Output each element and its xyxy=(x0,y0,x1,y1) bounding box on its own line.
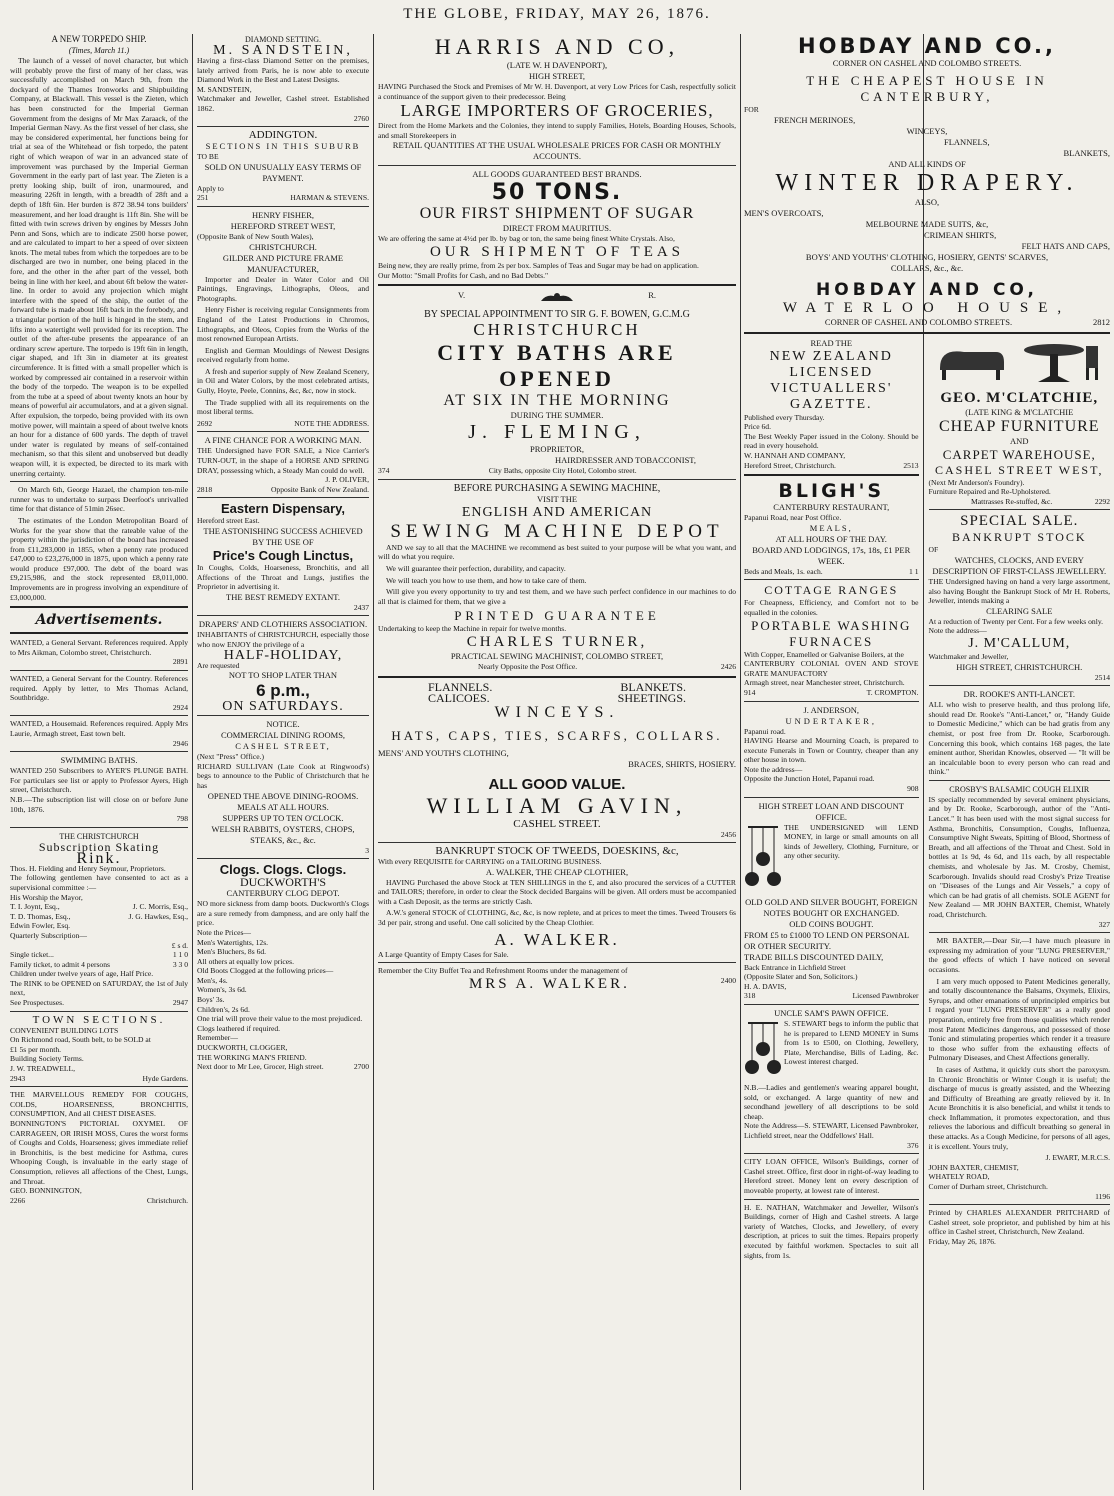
ad-line: Price 6d. xyxy=(744,422,771,432)
ad-title: PORTABLE WASHING FURNACES xyxy=(751,617,912,649)
ad-title: HENRY FISHER, xyxy=(251,209,315,220)
column-3 xyxy=(378,34,736,1490)
ad-body: INHABITANTS of CHRISTCHURCH, especially those who now ENJOY the privilege of a xyxy=(197,630,369,649)
ad-pretitle: THE CHRISTCHURCH xyxy=(59,831,139,841)
ad-body: THE Undersigned have FOR SALE, a Nice Carrier's TURN-OUT, in the shape of a HORSE AND SPRING DRAY, possessing which, a Steady Man could do well. xyxy=(197,446,369,475)
ad-body: THE Undersigned having on hand a very large assortment, also having Bought the Bankrupt Stock of Mr H. Roberts, Jeweller, intends making a xyxy=(928,576,1110,606)
ad-line: Papanui Road, near Post Office. xyxy=(744,513,842,523)
ad-title: SEWING MACHINE DEPOT xyxy=(390,520,724,542)
ad-line: BY SPECIAL APPOINTMENT TO SIR G. F. BOWEN, G.C.M.G xyxy=(424,309,690,321)
ad-line: DURING THE SUMMER. xyxy=(510,410,604,421)
ad-title: TOWN SECTIONS. xyxy=(32,1013,166,1026)
ad-line: Note the address— xyxy=(928,626,987,636)
column-4a xyxy=(744,338,923,1261)
ad-line: Beds and Meals, 1s. each. 1 1 xyxy=(744,566,919,576)
ad-line: Armagh street, near Manchester street, Christchurch. xyxy=(744,678,905,688)
ad-line: CANTERBURY CLOG DEPOT. xyxy=(226,888,340,899)
ad-title: HIGH STREET LOAN AND DISCOUNT OFFICE. xyxy=(758,800,904,822)
ad-line: TO BE xyxy=(197,152,219,162)
ad-line: £ s d. xyxy=(171,940,188,950)
ad-line: Remember the City Buffet Tea and Refreshment Rooms under the management of xyxy=(378,966,628,976)
ad-line: Watchmaker and Jeweller, xyxy=(928,651,1009,661)
split-columns xyxy=(744,338,1110,1261)
ad-line: Undertaking to keep the Machine in repair for twelve months. xyxy=(378,624,567,634)
ad-line: With every REQUISITE for CARRYING on a TAILORING BUSINESS. xyxy=(378,857,602,867)
ad-pretitle: DIAMOND SETTING. xyxy=(245,35,321,44)
ad-line: BLANKETS, xyxy=(1063,147,1110,158)
ad-line: AND ALL KINDS OF xyxy=(888,158,966,169)
ad-title: GEO. M'CLATCHIE, xyxy=(940,389,1099,406)
ad-line: VISIT THE xyxy=(536,493,578,504)
ad-title: CROSBY'S BALSAMIC COUGH ELIXIR xyxy=(949,784,1090,794)
ad-line: J. EWART, M.R.C.S. xyxy=(1045,1153,1110,1163)
ad-line: OLD COINS BOUGHT. xyxy=(789,918,874,929)
ad-body: AND we say to all that the MACHINE we recommend as best suited to your purpose will be what you want, and will do what you require. We will guarantee their perfection, durability, and capacity. We will teach you how to use them, and how to take care of them. Will give you every opportunity to try and test them, and we have such perfect confidence in our machines to do all that is claimed for them, that we give a xyxy=(378,542,736,606)
ad-line: OF xyxy=(928,545,939,555)
ad-line: BRACES, SHIRTS, HOSIERY. xyxy=(628,758,736,769)
ad-title: ENGLISH AND AMERICAN xyxy=(461,504,653,520)
ad-title: CHEAP FURNITURE xyxy=(938,417,1100,435)
ad-line: On Richmond road, South belt, to be SOLD at xyxy=(10,1035,151,1045)
ad-line: Nearly Opposite the Post Office. 2426 xyxy=(478,661,736,671)
ad-line: 2943 Hyde Gardens. xyxy=(10,1073,188,1083)
ad-line: H. A. DAVIS, xyxy=(744,981,787,991)
ad-line: CALICOES. SHEETINGS. xyxy=(428,690,686,705)
ad-body: Note the Address—S. STEWART, Licensed Pawnbroker, Lichfield street, near the Oddfellows' Hall. xyxy=(744,1121,919,1140)
ad-line: AT ALL HOURS OF THE DAY. xyxy=(775,533,887,544)
wanted-ad: WANTED, a Housemaid. References required. Apply Mrs Laurie, Armagh street, East town belt. 2946 xyxy=(10,719,188,748)
ad-body: H. E. NATHAN, Watchmaker and Jeweller, Wilson's Buildings, corner of High and Cashel streets. A large variety of Watches, Clocks, and Jewellery, of every description, at prices to suit the times. Repairs properly executed by faithful workmen. Spectacles to suit all sights, from 1s. xyxy=(744,1202,919,1260)
ad-line: FOR xyxy=(744,105,759,114)
ad-line: AND xyxy=(1010,435,1029,446)
ad-line: JOHN BAXTER, CHEMIST, xyxy=(928,1162,1019,1172)
ad-line: FLANNELS, xyxy=(944,136,990,147)
ad-line: FRENCH MERINOES, xyxy=(774,114,856,125)
loan-body xyxy=(744,823,919,897)
ad-title: WINTER DRAPERY. xyxy=(775,169,1079,196)
ad-line: CLEARING SALE xyxy=(986,605,1053,616)
ad-title: BANKRUPT STOCK OF TWEEDS, DOESKINS, &c, xyxy=(435,845,679,858)
ad-title: UNCLE SAM'S PAWN OFFICE. xyxy=(774,1008,889,1019)
ad-line: HEREFORD STREET WEST, xyxy=(230,220,336,231)
ad-title: HATS, CAPS, TIES, SCARFS, COLLARS. xyxy=(391,727,723,743)
article-paragraph: The estimates of the London Metropolitan Board of Works for the year show that the rateable value of the property within the jurisdiction of the board has increased from £11,283,000 in 1855, when a penny rate produced £47,000 to £23,276,000 in 1875, upon which a penny rate would produce £97,000. The debt of the board was £9,215,986, and the stock represented £8,011,000. Improvements are in progress involving an expenditure of £3,000,000. xyxy=(10,515,188,602)
ad-line: MEN'S OVERCOATS, xyxy=(744,207,824,218)
ad-body: HAVING Hearse and Mourning Coach, is prepared to execute Funerals in Town or Country, cheaper than any other house in town. xyxy=(744,736,919,765)
ad-body: N.B.—Ladies and gentlemen's wearing apparel bought, sold, or exchanged. A large quantity of new and secondhand jewellery of all descriptions to be sold cheap. xyxy=(744,1083,919,1121)
masthead: THE GLOBE, FRIDAY, MAY 26, 1876. xyxy=(403,6,711,22)
ad-line: Papanui road. xyxy=(744,726,786,736)
ad-title: M. SANDSTEIN, xyxy=(213,43,353,58)
furniture-illustration xyxy=(929,338,1110,390)
ad-line: Our Motto: "Small Profits for Cash, and no Bad Debts." xyxy=(378,270,549,280)
ad-line: HIGH STREET, CHRISTCHURCH. xyxy=(956,661,1083,672)
ad-line: £1 5s per month. xyxy=(10,1044,62,1054)
ad-line: Hereford Street, Christchurch. 2513 xyxy=(744,460,919,470)
royal-arms-row xyxy=(378,290,736,309)
ad-title: J. FLEMING, xyxy=(468,421,646,444)
ad-line: WATCHES, CLOCKS, AND EVERY DESCRIPTION OF FIRST-CLASS JEWELLERY. xyxy=(932,554,1107,576)
column-rule xyxy=(740,34,741,1490)
ad-line: 318 Licensed Pawnbroker xyxy=(744,991,919,1001)
ad-body: THE UNDERSIGNED will LEND MONEY, in large or small amounts on all kinds of Jewellery, Clothing, Furniture, or any other security. xyxy=(784,822,919,861)
ad-line: (Opposite Slater and Son, Solicitors.) xyxy=(744,972,858,982)
ad-line: (Next "Press" Office.) xyxy=(197,752,265,762)
ad-body: For Cheapness, Efficiency, and Comfort not to be equalled in the colonies. xyxy=(744,598,919,617)
ad-body: We are offering the same at 4½d per lb. by bag or ton, the same being finest White Crystals. Also, xyxy=(378,234,675,244)
column-2 xyxy=(197,34,369,1490)
ad-title: HOBDAY AND CO., xyxy=(798,34,1056,58)
royal-crest-icon xyxy=(537,290,577,309)
ad-line: The following gentlemen have consented to act as a supervisional committee :— xyxy=(10,873,188,892)
ad-title: BLIGH'S xyxy=(778,480,885,503)
ad-line: W. HANNAH AND COMPANY, xyxy=(744,450,846,460)
article-body xyxy=(10,56,188,602)
ad-line: Published every Thursday. xyxy=(744,412,825,422)
ad-line: Apply to xyxy=(197,183,224,193)
ad-title: HALF-HOLIDAY, xyxy=(223,647,343,663)
ad-line: 2266 Christchurch. xyxy=(10,1195,188,1205)
ad-line: PRACTICAL SEWING MACHINIST, COLOMBO STREET, xyxy=(450,650,664,661)
ad-title: COTTAGE RANGES xyxy=(764,583,899,598)
ad-body: The Best Weekly Paper issued in the Colony. Should be read in every household. xyxy=(744,431,919,451)
ad-line: Edwin Fowler, Esq. xyxy=(10,921,71,931)
article-paragraph: On March 6th, George Hazael, the champion ten-mile runner was to undertake to surpass Deerfoot's unrivalled time for that distance of 51min 26sec. xyxy=(10,485,188,514)
ad-line: THE BEST REMEDY EXTANT. xyxy=(226,591,340,602)
ad-title: J. M'CALLUM, xyxy=(968,635,1071,651)
ad-title: DR. ROOKE'S ANTI-LANCET. xyxy=(963,689,1075,700)
ad-line: 2437 xyxy=(353,602,369,612)
ad-line: CASHEL STREET. xyxy=(513,817,601,830)
vr-letter: V. xyxy=(458,290,466,301)
ad-line: 2456 xyxy=(720,829,736,839)
ad-line: CANTERBURY COLONIAL OVEN AND STOVE GRATE MANUFACTORY xyxy=(744,659,919,678)
ad-line: MEALS, xyxy=(809,522,853,533)
ad-title: LARGE IMPORTERS OF GROCERIES, xyxy=(400,101,714,121)
ad-line: HAIRDRESSER AND TOBACCONIST, xyxy=(555,455,696,466)
ad-line: M. SANDSTEIN, xyxy=(197,84,252,94)
ad-title: AT SIX IN THE MORNING xyxy=(443,392,671,410)
ad-line: SOLD ON UNUSUALLY EASY TERMS OF PAYMENT. xyxy=(204,161,362,183)
ad-title: SPECIAL SALE. xyxy=(960,513,1079,530)
ad-line: J. P. OLIVER, xyxy=(325,475,369,485)
ad-line: TRADE BILLS DISCOUNTED DAILY, xyxy=(744,951,884,962)
ad-line: WHATELY ROAD, xyxy=(928,1172,990,1182)
ad-title: BANKRUPT STOCK xyxy=(951,530,1087,545)
ad-line: MRS A. WALKER. 2400 xyxy=(468,975,736,992)
ad-line: GEO. BONNINGTON, xyxy=(10,1186,82,1196)
ad-line: BOYS' AND YOUTHS' CLOTHING, HOSIERY, GENTS' SCARVES, xyxy=(805,251,1049,262)
pawnbroker-balls-icon xyxy=(744,823,784,897)
ad-title: OUR FIRST SHIPMENT OF SUGAR xyxy=(419,205,695,223)
ad-line: BOARD AND LODGINGS, 17s, 18s, £1 PER WEEK. xyxy=(752,544,911,566)
ad-title: VICTUALLERS' GAZETTE. xyxy=(770,380,893,412)
furniture-icon xyxy=(934,338,1104,390)
ad-title: Eastern Dispensary, xyxy=(220,501,346,517)
article-title: A NEW TORPEDO SHIP. xyxy=(51,34,147,44)
ad-body: Being new, they are really prime, from 2s per box. Samples of Teas and Sugar may be had on application. xyxy=(378,260,699,270)
ad-line: (LATE W. H DAVENPORT), xyxy=(506,60,608,70)
ad-line: 908 xyxy=(907,784,919,794)
ad-line: NOT TO SHOP LATER THAN xyxy=(228,670,338,681)
ad-line: 2514 xyxy=(1094,672,1110,682)
ad-title: NOTICE. xyxy=(266,719,300,730)
ad-line: CONVENIENT BUILDING LOTS xyxy=(10,1025,119,1035)
ad-title: Rink. xyxy=(76,849,122,867)
ad-title: J. ANDERSON, xyxy=(803,704,859,715)
ad-line: MEALS AT ALL HOURS. xyxy=(237,801,329,812)
ad-line: CANTERBURY RESTAURANT, xyxy=(773,502,890,513)
ad-line: (Next Mr Anderson's Foundry). xyxy=(928,477,1025,487)
ad-line: T. I. Joynt, Esq., J. C. Morris, Esq., xyxy=(10,902,188,912)
ad-line: CORNER ON CASHEL AND COLOMBO STREETS. xyxy=(832,58,1022,68)
ad-line: 2760 xyxy=(353,113,369,123)
ad-line: 914 T. CROMPTON. xyxy=(744,687,919,697)
ad-line: Single ticket... 1 1 0 xyxy=(10,950,188,960)
vr-letter: R. xyxy=(648,290,656,301)
ad-line: Building Society Terms. xyxy=(10,1054,84,1064)
ad-line: A Large Quantity of Empty Cases for Sale. xyxy=(378,949,509,959)
ad-line: FLANNELS. BLANKETS. xyxy=(428,679,686,694)
ad-line: Are requested xyxy=(197,660,240,670)
ad-line: DIRECT FROM MAURITIUS. xyxy=(502,223,612,234)
ad-line: RETAIL QUANTITIES AT THE USUAL WHOLESALE PRICES FOR CASH OR MONTHLY ACCOUNTS. xyxy=(392,140,722,162)
ad-title: WATERLOO HOUSE, xyxy=(782,299,1072,316)
ad-line: WINCEYS, xyxy=(906,125,948,136)
ad-body: HAVING Purchased the Stock and Premises of Mr W. H. Davenport, at very Low Prices for Cash, respectfully solicit a continuance of the support given to their predecessor. Being xyxy=(378,82,736,101)
ad-body: Note the Prices— Men's Watertights, 12s. Men's Bluchers, 8s 6d. All others at equally low prices. Old Boots Clogged at the following prices— Men's, 4s. Women's, 3s 6d. Boys' 3s. Children's, 2s 6d. One trial will prove their value to the most prejudiced. Clogs leathered if required. Remember— DUCKWORTH, CLOGGER, THE WORKING MAN'S FRIEND. xyxy=(197,927,363,1062)
ad-title: WINCEYS. xyxy=(494,703,620,721)
ad-body: WANTED 250 Subscribers to AYER'S PLUNGE BATH. For particulars see list or apply to Professor Ayers, High street, Christchurch. N.B.—The subscription list will close on or before June 10th, 1876. 798 xyxy=(10,766,188,824)
ad-line: PROPRIETOR, xyxy=(530,444,584,455)
ad-line: CORNER OF CASHEL AND COLOMBO STREETS. 2812 xyxy=(824,316,1110,327)
ad-title: CASHEL STREET WEST, xyxy=(934,462,1104,477)
ad-line: CASHEL STREET, xyxy=(235,741,331,752)
imprint: Printed by CHARLES ALEXANDER PRITCHARD of Cashel street, sole proprietor, and published by him at his office in Cashel street, Christchurch, New Zealand. xyxy=(928,1208,1110,1237)
ad-body: NO more sickness from damp boots. Duckworth's Clogs are a sure remedy from dampness, and are only half the price. xyxy=(197,899,369,928)
ad-title: CITY BATHS ARE OPENED xyxy=(437,340,677,392)
ad-line: Opposite the Junction Hotel, Papanui road. xyxy=(744,774,875,784)
advertisements-heading: Advertisements. xyxy=(35,612,163,629)
pawnbroker-balls-icon xyxy=(744,1019,784,1083)
ad-line: UNDERTAKER, xyxy=(785,715,878,726)
ad-body: S. STEWART begs to inform the public that he is prepared to LEND MONEY in Sums from 1s to £500, on Clothing, Jewellery, Plate, Merchandise, Bills of Lading, &c. Lowest interest charged. xyxy=(784,1019,919,1067)
column-1 xyxy=(10,34,188,1490)
ad-line: OLD GOLD AND SILVER BOUGHT, FOREIGN NOTES BOUGHT OR EXCHANGED. xyxy=(745,896,918,918)
ad-line: OPENED THE ABOVE DINING-ROOMS. xyxy=(207,790,359,801)
ad-body: CITY LOAN OFFICE, Wilson's Buildings, corner of Cashel street. Office, first door in right-of-way leading to Hereford street. Money lent on every description of moveable property, at lowest rate of interest. xyxy=(744,1157,919,1195)
ad-title: Clogs. Clogs. Clogs. xyxy=(219,862,347,878)
ad-body: MR BAXTER,—Dear Sir,—I have much pleasure in expressing my admiration of your "LUNG PRESERVER," the good effects of which I have noticed on several occasions. I am very much opposed to Patent Medicines generally, and totally discountenance the Balsams, Oxymels, Elixirs, Syrups, and other emanations of unprincipled empirics but I regard your "LUNG PRESERVER" as a really good preparation, entirely free from those qualities which render most Patent Medicines dangerous, and possessed of those Tonic and stimulating properties which render it a treasure to those who suffer from the exhausting effects of Pulmonary Diseases, and Chest Affections generally. In cases of Asthma, it quickly cuts short the paroxysm. In Chronic Bronchitis or Winter Cough it is useful; the discharge of mucus is greatly assisted, and the Wheezing and Difficulty of Breathing are greatly relieved by it. In Acute Bronchitis it is also beneficial, and whilst it tends to check Inflammation, it promotes expectoration, and thus relieves the laborious and difficult breathing so general in these attacks. As a Cough Medicine, for persons of all ages, it is excellent. Yours truly, xyxy=(928,936,1110,1151)
ad-line: GILDER AND PICTURE FRAME MANUFACTURER, xyxy=(222,252,344,274)
ad-line: At a reduction of Twenty per Cent. For a few weeks only. xyxy=(928,616,1104,626)
ad-line: The RINK to be OPENED on SATURDAY, the 1st of July next, xyxy=(10,978,188,998)
ad-title: ADDINGTON. xyxy=(248,129,318,142)
ad-body: BONNINGTON'S PICTORIAL OXYMEL OF CARRAGEEN, OR IRISH MOSS, Cures the worst forms of Coughs and Colds, Hoarseness; gives immediate relief in Bronchitis, is the best medicine for Asthma, cures Whooping Cough, is invaluable in the early stage of Consumption, relieves all affections of the Chest, Lungs, and Throat. xyxy=(10,1119,188,1186)
ad-line: BEFORE PURCHASING A SEWING MACHINE, xyxy=(453,482,661,494)
ad-body: Importer and Dealer in Water Color and Oil Paintings, Engravings, Lithographs, Oleos, and Photographs. Henry Fisher is receiving regular Consignments from England of the Latest Productions in Chromos, Lithographs, and Oleos, Copies from the Works of the most renowned European Artists. English and German Mouldings of Newest Designs received regularly from home. A fresh and superior supply of New Zealand Scenery, in Oil and Water Colors, by the most celebrated artists, Gully, Hoyte, Peele, Connins, &c, &c, now in stock. The Trade supplied with all its requirements on the most liberal terms. xyxy=(197,274,369,417)
ad-title: CHRISTCHURCH xyxy=(473,320,641,340)
column-rule xyxy=(373,34,374,1490)
wanted-ad: WANTED, a General Servant for the Country. References required. Apply by letter, to Mrs Thomas Acland, Southbridge. 2924 xyxy=(10,674,188,712)
ad-line: See Prospectuses. 2947 xyxy=(10,998,188,1008)
ad-title: 6 p.m., xyxy=(256,681,310,701)
ad-line: Mattrasses Re-stuffed, &c. 2292 xyxy=(971,496,1110,506)
ad-title: DUCKWORTH'S xyxy=(239,875,327,890)
ad-line: ALSO, xyxy=(914,196,940,207)
ad-line: 374 City Baths, opposite City Hotel, Colombo street. xyxy=(378,466,637,476)
ad-line: Back Entrance in Lichfield Street xyxy=(744,962,846,972)
ad-body: HAVING Purchased the above Stock at TEN SHILLINGS in the £, and also procured the services of a CUTTER and TAILORS; therefore, in order to clear the Stock decided Bargains will be given. All orders must be accompanied with a Cash Deposit, as the terms are strictly Cash. A.W.'s general STOCK of CLOTHING, &c, &c, is now replete, and at prices to meet the times. Tweed Trousers 6s 3d per pair, strong and useful. One call solicited by the Cheap Clothier. xyxy=(378,877,736,928)
ad-body: Direct from the Home Markets and the Colonies, they intend to supply Families, Hotels, Boarding Houses, Schools, and small Storekeepers in xyxy=(378,121,736,140)
ad-line: FELT HATS AND CAPS, xyxy=(1021,240,1110,251)
ad-line: 2818 Opposite Bank of New Zealand. xyxy=(197,484,369,494)
ad-line: COLLARS, &c., &c. xyxy=(890,262,964,273)
ad-body: IS specially recommended by several eminent physicians, and by Dr. Rooke, Scarborough, author of the "Anti-Lancet." It has been used with the most signal success for Asthma, Bronchitis, Consumption, Coughs, Influenza, Consumptive Night Sweats, Spitting of Blood, Shortness of Breath, and all affections of the Throat and Chest. Sold in bottles at 1s 9d, 4s 6d, and 11s each, by all respectable chemists, and wholesale by Jas. M. Crosby, Chemist, Scarborough. Invalids should read Crosby's Prize Treatise on "Diseases of the Lungs and Air Vessels," a copy of which can be had gratis of all chemists. SOLE AGENT for New Zealand — MR JOHN BAXTER, Chemist, Whately road, Christchurch. xyxy=(928,794,1110,919)
ad-line: Children under twelve years of age, Half Price. xyxy=(10,969,154,979)
ad-body: RICHARD SULLIVAN (Late Cook at Ringwood's) begs to announce to the Public of Christchurch that he has xyxy=(197,761,369,790)
ad-line: MENS' AND YOUTH'S CLOTHING, xyxy=(378,747,509,758)
ad-title: OUR SHIPMENT OF TEAS xyxy=(429,243,685,260)
ad-title: Subscription Skating xyxy=(38,839,160,854)
ad-line: FROM £5 to £1000 TO LEND ON PERSONAL OR OTHER SECURITY. xyxy=(744,929,909,951)
uncle-body xyxy=(744,1019,919,1083)
article-source: (Times, March 11.) xyxy=(68,46,130,55)
ad-line: MELBOURNE MADE SUITS, &c, xyxy=(865,218,989,229)
ad-line: COMMERCIAL DINING ROOMS, xyxy=(220,730,346,741)
ad-line: 1196 xyxy=(1095,1191,1110,1201)
ad-line: Family ticket, to admit 4 persons 3 3 0 xyxy=(10,959,188,969)
ad-line: 376 xyxy=(907,1140,919,1150)
ad-title: SWIMMING BATHS. xyxy=(60,755,138,766)
ad-title: 50 TONS. xyxy=(491,180,623,206)
ad-line: (Opposite Bank of New South Wales), xyxy=(197,231,314,241)
ad-line: 251 HARMAN & STEVENS. xyxy=(197,193,369,203)
ad-line: His Worship the Mayor, xyxy=(10,892,83,902)
ad-line: 3 xyxy=(365,845,369,855)
ad-title: THE CHEAPEST HOUSE IN CANTERBURY, xyxy=(806,73,1048,104)
column-4 xyxy=(744,34,1110,1490)
ad-title: ALL GOOD VALUE. xyxy=(488,775,626,793)
ad-line: Furniture Repaired and Re-Upholstered. xyxy=(928,487,1051,497)
ad-line: SUPPERS UP TO TEN O'CLOCK. xyxy=(222,812,344,823)
ad-title: A. WALKER. xyxy=(494,929,620,949)
ad-body: Having a first-class Diamond Setter on the premises, lately arrived from Paris, he is now able to execute Diamond Work in the Best and Latest Designs. xyxy=(197,56,369,85)
ad-line: CHRISTCHURCH. xyxy=(249,241,317,252)
ad-title: THE MARVELLOUS REMEDY FOR COUGHS, COLDS, HOARSENESS, BRONCHITIS, CONSUMPTION, And all CHEST DISEASES. xyxy=(10,1090,188,1119)
ad-line: 2692 NOTE THE ADDRESS. xyxy=(197,418,369,428)
article-paragraph: The launch of a vessel of novel character, but which will probably prove the first of many of her class, was successfully accomplished on March 9th, from the dockyard of the Thames Ironworks and Shipbuilding Company, at Blackwall. This vessel is the Zieten, which has been constructed for the Imperial German Government from the designs of Mr Max Zaraack, of the Imperial German Navy. As the first vessel of her class, she may be considered experimental, her functions being for trial at sea of the Whitehead or fish torpedo, the patent right of which weapon of war in an advanced state of improvement was purchased by the Imperial German Government in the early part of last year. The Zieten is a pretty looking ship, built of iron, unarmoured, and measuring 226ft in length, with a breadth of 28ft and a depth of 18ft 6in. Her burden is 872 38.94 tons builders' measurement, and her load draught is 11ft 8in. She will be fitted with twin screws driven by engines by Messrs John Penn and Sons, which are to indicate 2500 horse power, and are calculated to impart to her a speed of over sixteen knots. The metal tubes from which the torpedoes are to be discharged are two in number, one being placed in the fore, and the other in the after part of the vessel, both being in line with her keel, and about 6ft below the water-line. In order to avoid any projection which might interfere with the speed of the ship, the outlet of the forward tube is made about 16ft back in the forebody, and a triangular portion of the hull is hinged in the stem, and lifts into a watertight well provided for its reception. The outlet of the after-tube presents the appearance of an ordinary screw aperture. The torpedo is 19ft 6in in length, cigar shaped, and 1ft 3in in diameter at its greatest circumference. It is fitted with a small propeller which is worked by compressed air contained in a reservoir within the body of the torpedo. The weapon is to be expelled from the tube at a speed of about twenty knots an hour by means of powerful air accumulators, and at a given signal. After expulsion, the torpedo, being provided with its own motive power, will maintain a speed of about twelve knots an hour for a distance of 600 yards. The depth of travel under water is regulated by means of self-contained mechanism, so that this silent and unobserved but deadly weapon will, it is expected, be directed to its mark with unerring certainty. xyxy=(10,56,188,478)
ad-body: In Coughs, Colds, Hoarseness, Bronchitis, and all Affections of the Throat and Lungs, justifies the Proprietor in advertising it. xyxy=(197,563,369,592)
ad-line: J. W. TREADWELL, xyxy=(10,1064,76,1074)
ad-title: CHARLES TURNER, xyxy=(466,633,648,650)
ad-line: Next door to Mr Lee, Grocer, High street. 2700 xyxy=(197,1062,369,1072)
column-rule xyxy=(192,34,193,1490)
ad-line: Hereford street East. xyxy=(197,516,260,526)
ad-line: HIGH STREET, xyxy=(528,71,586,81)
ad-line: CRIMEAN SHIRTS, xyxy=(924,229,997,240)
ad-title: WILLIAM GAVIN, xyxy=(426,792,688,818)
ad-line: THE ASTONISHING SUCCESS ACHIEVED BY THE USE OF xyxy=(203,526,363,547)
ad-line: READ THE xyxy=(810,337,853,348)
ad-line: A. WALKER, THE CHEAP CLOTHIER, xyxy=(485,866,629,877)
ad-line: Corner of Durham street, Christchurch. xyxy=(928,1182,1048,1192)
ad-line: Quarterly Subscription— xyxy=(10,930,87,940)
ad-title: Price's Cough Linctus, xyxy=(212,548,354,563)
ad-line: Watchmaker and Jeweller, Cashel street. Established 1862. xyxy=(197,94,369,113)
ad-title: A FINE CHANCE FOR A WORKING MAN. xyxy=(204,435,362,446)
ad-line: SECTIONS IN THIS SUBURB xyxy=(205,141,361,152)
ad-title: HOBDAY AND CO, xyxy=(816,279,1038,300)
ad-body: ALL who wish to preserve health, and thus prolong life, should read Dr. Rooke's "Anti-Lancet," or, "Handy Guide to Domestic Medicine," which can be had gratis from any chemist, or post free from Dr. Rooke, Scarborough. Concerning this book, which contains 168 pages, the late eminent author, Sheridan Knowles, observed — "It will be an incalculable boon to every person who can read and think." xyxy=(928,700,1110,777)
imprint-date: Friday, May 26, 1876. xyxy=(928,1237,996,1246)
ad-line: 327 xyxy=(1098,919,1110,929)
ad-title: CARPET WAREHOUSE, xyxy=(942,446,1096,462)
wanted-ad: WANTED, a General Servant. References required. Apply to Mrs Aikman, Colombo street, Christchurch. 2891 xyxy=(10,638,188,667)
ad-line: T. D. Thomas, Esq., J. G. Hawkes, Esq., xyxy=(10,911,188,921)
ad-line: (LATE KING & M'CLATCHIE xyxy=(965,406,1074,417)
ad-line: Thos. H. Fielding and Henry Seymour, Proprietors. xyxy=(10,863,166,873)
ad-title: PRINTED GUARANTEE xyxy=(454,608,660,624)
ad-line: ALL GOODS GUARANTEED BEST BRANDS. xyxy=(472,169,642,180)
ad-title: HARRIS AND CO, xyxy=(434,34,680,59)
ad-line: With Copper, Enamelled or Galvanise Boilers, at the xyxy=(744,649,904,659)
ad-title: NEW ZEALAND LICENSED xyxy=(769,348,893,380)
ad-title: DRAPERS' AND CLOTHIERS ASSOCIATION. xyxy=(198,619,368,630)
column-5 xyxy=(924,338,1110,1261)
ad-line: WELSH RABBITS, OYSTERS, CHOPS, STEAKS, &c., &c. xyxy=(211,823,355,845)
ad-line: Note the address— xyxy=(744,764,803,774)
ad-title: ON SATURDAYS. xyxy=(222,699,344,715)
